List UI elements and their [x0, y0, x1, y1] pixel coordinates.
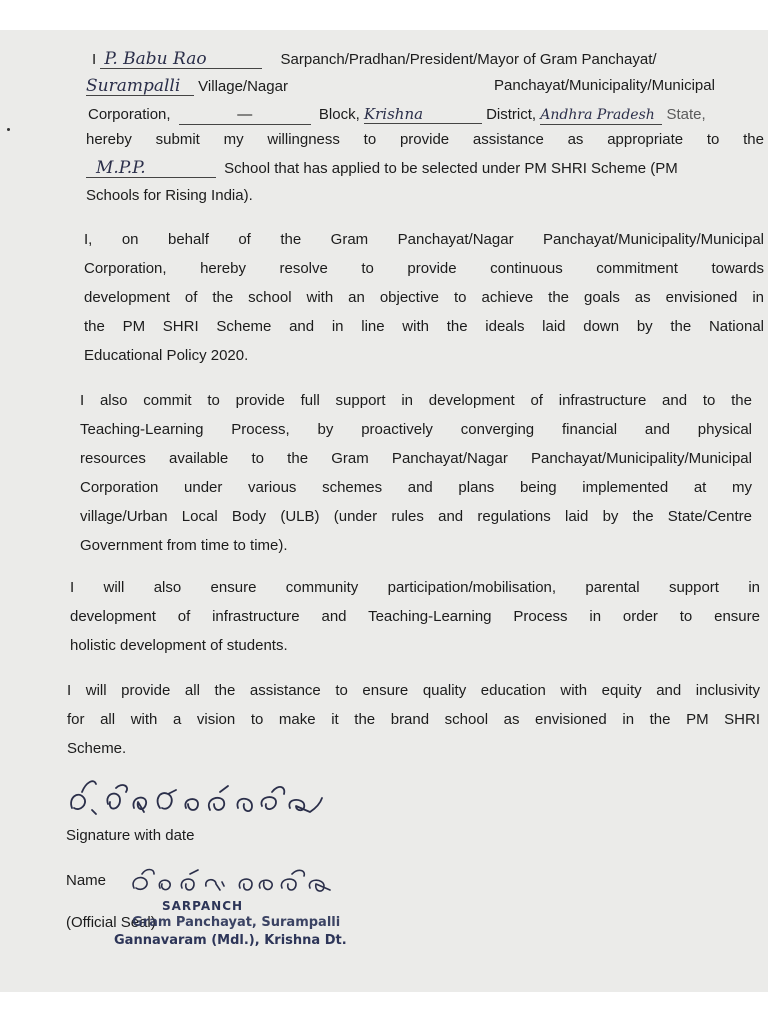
block-text: Block, [318, 106, 360, 123]
para4-line-1: I will provide all the assistance to ensure quality education with equity and inclusivity [67, 682, 760, 699]
para4-line-2: for all with a vision to make it the brand school as envisioned in the PM SHRI [67, 711, 760, 728]
handwritten-name: P. Babu Rao [100, 50, 262, 69]
village-nagar-text: Village/Nagar [198, 78, 288, 95]
opening-line-4: hereby submit my willingness to provide assistance as appropriate to the [86, 131, 764, 148]
pronoun-i: I [92, 51, 97, 68]
signature-label: Signature with date [66, 827, 195, 844]
para2-line-5: village/Urban Local Body (ULB) (under rules and regulations laid by the State/Centre [80, 508, 752, 525]
handwritten-district: Andhra Pradesh [540, 106, 662, 125]
opening-line-5 [86, 159, 678, 178]
handwritten-village: Surampalli [86, 77, 194, 96]
opening-line-6: Schools for Rising India). [86, 187, 253, 204]
para3-line-2: development of infrastructure and Teaching-Learning Process in order to ensure [70, 608, 760, 625]
opening-line-1 [92, 50, 657, 69]
designation-text: Sarpanch/Pradhan/President/Mayor of Gram Panchayat/ [280, 51, 657, 68]
para2-line-1: I also commit to provide full support in development of infrastructure and to the [80, 392, 752, 409]
para3-line-1: I will also ensure community participation/mobilisation, parental support in [70, 579, 760, 596]
signature-handwritten [64, 768, 334, 824]
name-handwritten [128, 862, 340, 898]
official-seal-label: (Official Seal) [66, 914, 156, 931]
para2-line-6: Government from time to time). [80, 537, 288, 554]
stamp-title: SARPANCH [162, 899, 244, 913]
para1-line-1: I, on behalf of the Gram Panchayat/Nagar Panchayat/Municipality/Municipal [84, 231, 764, 248]
paragraph-1 [84, 225, 764, 370]
state-text: State, [666, 106, 706, 123]
block-blank: — [179, 106, 311, 125]
opening-line-3 [88, 105, 763, 125]
paragraph-2 [80, 386, 752, 560]
panchayat-municipality-text: Panchayat/Municipality/Municipal [494, 77, 715, 94]
stamp-mandal: Gannavaram (Mdl.), Krishna Dt. [114, 933, 347, 948]
name-label: Name [66, 872, 107, 889]
para1-line-2: Corporation, hereby resolve to provide continuous commitment towards [84, 260, 764, 277]
para1-line-3: development of the school with an objective to achieve the goals as envisioned in [84, 289, 764, 306]
corporation-text: Corporation, [88, 106, 171, 123]
para3-line-3: holistic development of students. [70, 637, 288, 654]
para1-line-4: the PM SHRI Scheme and in line with the ideals laid down by the National [84, 318, 764, 335]
school-text: School that has applied to be selected under PM SHRI Scheme (PM [224, 160, 678, 177]
para1-line-5: Educational Policy 2020. [84, 347, 249, 364]
district-text: District, [486, 106, 537, 123]
speck-mark [7, 128, 10, 131]
handwritten-school: M.P.P. [86, 159, 216, 178]
handwritten-block: Krishna [364, 105, 482, 124]
paragraph-3 [70, 573, 760, 660]
opening-line-2 [86, 77, 758, 96]
document-page [0, 30, 768, 992]
para4-line-3: Scheme. [67, 740, 127, 757]
paragraph-4 [67, 676, 760, 763]
stamp-panchayat: Gram Panchayat, Surampalli [132, 915, 341, 930]
para2-line-4: Corporation under various schemes and plans being implemented at my [80, 479, 752, 496]
para2-line-3: resources available to the Gram Panchayat/Nagar Panchayat/Municipality/Municipal [80, 450, 752, 467]
para2-line-2: Teaching-Learning Process, by proactively converging financial and physical [80, 421, 752, 438]
